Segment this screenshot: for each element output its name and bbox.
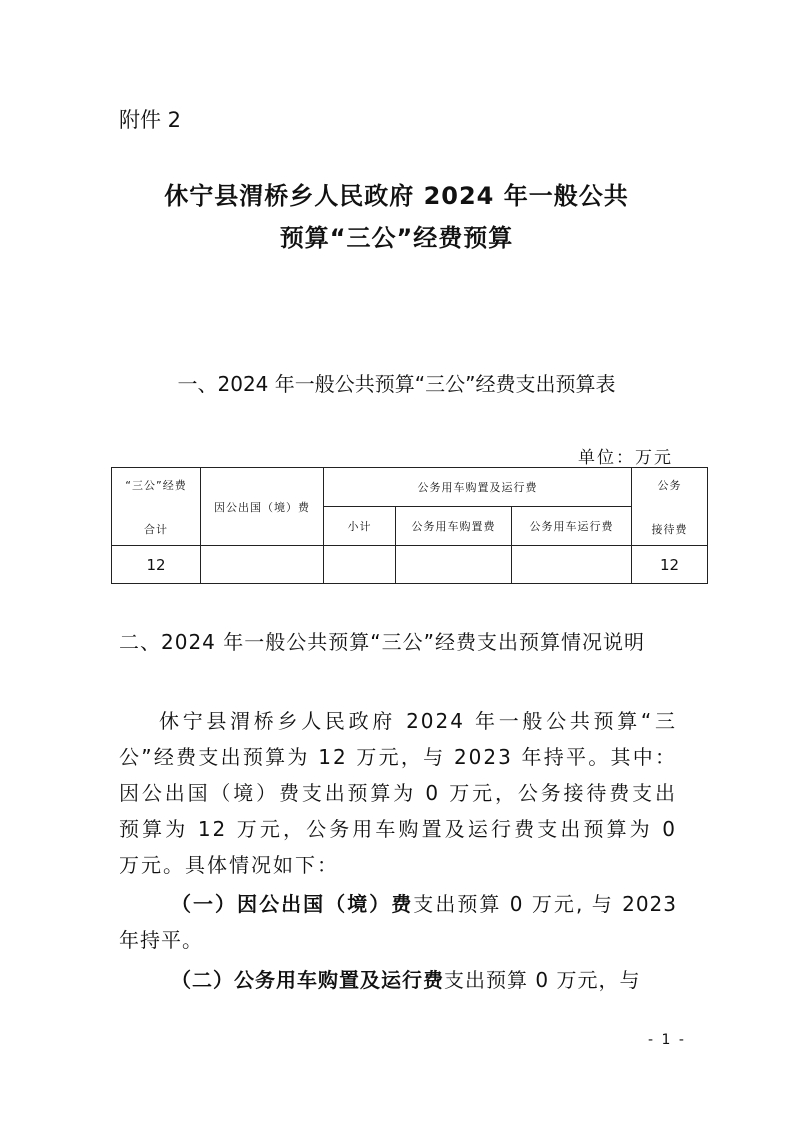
item1-heading: （一）因公出国（境）费 — [171, 892, 414, 916]
header-total-line2: 合计 — [144, 522, 168, 536]
header-vehicle-purchase: 公务用车购置费 — [396, 507, 512, 546]
body-paragraph: 休宁县渭桥乡人民政府 2024 年一般公共预算“三公”经费支出预算为 12 万元，与 2023 年持平。其中：因公出国（境）费支出预算为 0 万元，公务接待费支出预算为 12 万元，公务用车购置及运行费支出预算为 0 万元。具体情况如下： — [119, 709, 677, 877]
header-vehicle-group: 公务用车购置及运行费 — [324, 468, 632, 507]
document-title-line2: 预算“三公”经费预算 — [279, 224, 514, 252]
cell-vehicle-operation — [512, 546, 632, 584]
cell-abroad — [201, 546, 324, 584]
budget-table — [111, 467, 708, 584]
document-title-line1: 休宁县渭桥乡人民政府 2024 年一般公共 — [164, 182, 629, 210]
header-subtotal: 小计 — [324, 507, 396, 546]
cell-vehicle-purchase — [396, 546, 512, 584]
page-number: - 1 - — [648, 1032, 686, 1048]
table-row — [112, 546, 708, 584]
cell-subtotal — [324, 546, 396, 584]
header-total-line1: “三公”经费 — [125, 478, 187, 492]
attachment-label: 附件 2 — [119, 108, 182, 132]
header-vehicle-operation: 公务用车运行费 — [512, 507, 632, 546]
item1-paragraph — [119, 886, 677, 958]
cell-total: 12 — [112, 546, 201, 584]
table-header-row — [112, 468, 708, 507]
section2-heading: 二、2024 年一般公共预算“三公”经费支出预算情况说明 — [119, 630, 645, 654]
header-reception — [632, 468, 708, 546]
unit-label: 单位：万元 — [578, 448, 673, 468]
item2-heading: （二）公务用车购置及运行费 — [171, 968, 444, 992]
section1-heading: 一、2024 年一般公共预算“三公”经费支出预算表 — [177, 372, 616, 396]
header-total — [112, 468, 201, 546]
header-abroad: 因公出国（境）费 — [201, 468, 324, 546]
item2-paragraph — [119, 962, 677, 998]
item2-text: 支出预算 0 万元，与 — [444, 968, 641, 992]
header-reception-line2: 接待费 — [651, 522, 688, 536]
item1-text: 支出预算 0 万元, 与 2023 年持平。 — [119, 892, 677, 952]
cell-reception: 12 — [632, 546, 708, 584]
header-reception-line1: 公务 — [657, 478, 682, 492]
